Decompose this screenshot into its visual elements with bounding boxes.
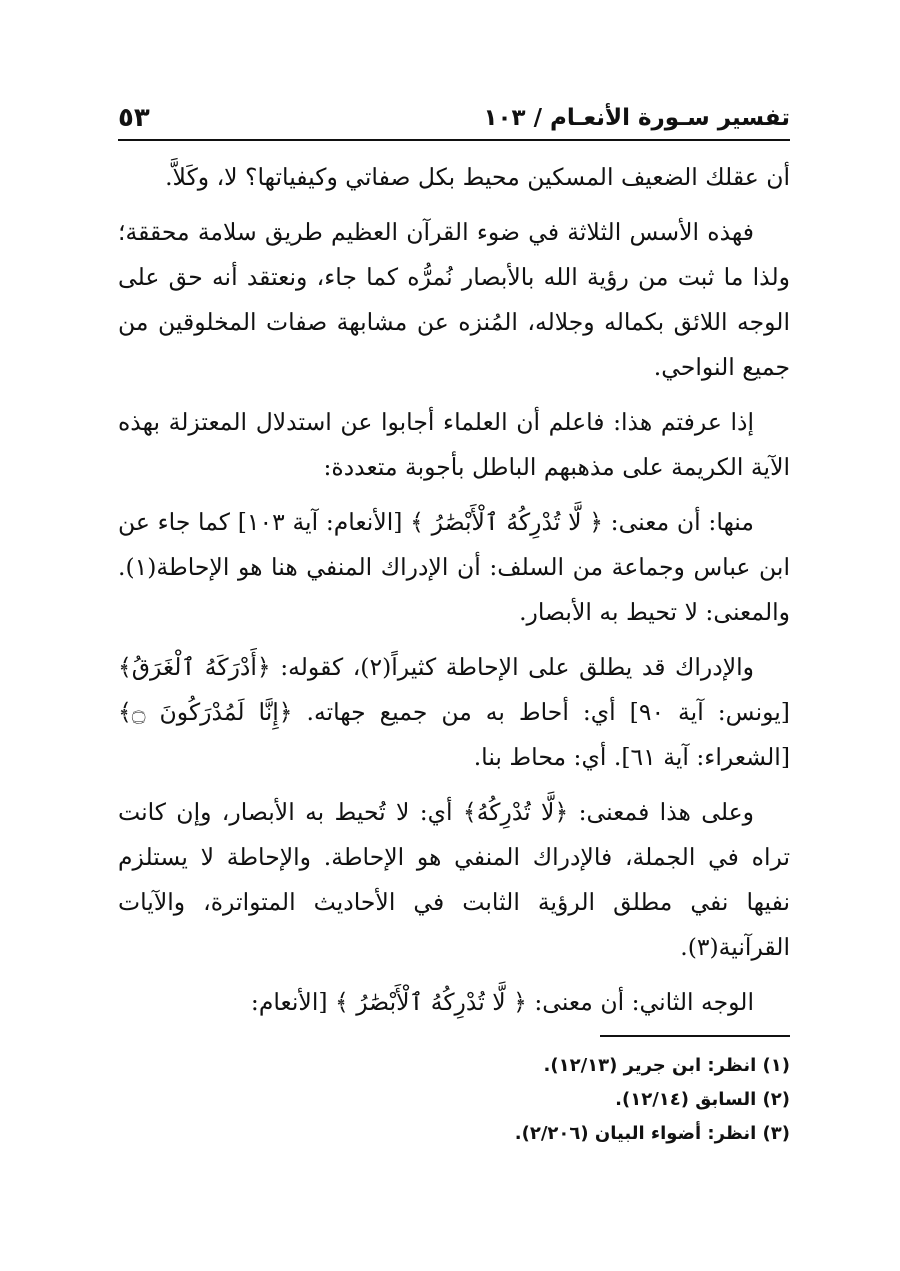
footnote-1: (١) انظر: ابن جرير (١٢/١٣).: [543, 1055, 790, 1076]
paragraph-4: منها: أن معنى: ﴿ لَّا تُدْرِكُهُ ٱلْأَبْصَٰرُ ﴾ [الأنعام: آية ١٠٣] كما جاء عن ابن عباس وجماعة من السلف: أن الإدراك المنفي هنا هو الإحاطة(١). والمعنى: لا تحيط به الأبصار.: [118, 508, 790, 626]
book-page: [118, 95, 790, 1175]
paragraph-6: وعلى هذا فمعنى: ﴿لَّا تُدْرِكُهُ﴾ أي: لا تُحيط به الأبصار، وإن كانت تراه في الجملة، فالإدراك المنفي هو الإحاطة. والإحاطة لا يستلزم نفيها نفي مطلق الرؤية الثابت في الأحاديث المتواترة، والآيات القرآنية(٣).: [118, 798, 790, 961]
paragraph-3: إذا عرفتم هذا: فاعلم أن العلماء أجابوا عن استدلال المعتزلة بهذه الآية الكريمة على مذهبهم الباطل بأجوبة متعددة:: [118, 408, 790, 481]
paragraph-5: والإدراك قد يطلق على الإحاطة كثيراً(٢)، كقوله: ﴿أَدْرَكَهُ ٱلْغَرَقُ﴾ [يونس: آية ٩٠] أي: أحاط به من جميع جهاته. ﴿إِنَّا لَمُدْرَكُونَ ۝﴾ [الشعراء: آية ٦١]. أي: محاط بنا.: [118, 653, 790, 771]
page-body: [118, 155, 790, 1025]
paragraph-1: أن عقلك الضعيف المسكين محيط بكل صفاتي وكيفياتها؟ لا، وكَلاَّ.: [165, 163, 790, 191]
footnote-2: (٢) السابق (١٢/١٤).: [615, 1089, 790, 1110]
footnote-3: (٣) انظر: أضواء البيان (٢/٢٠٦).: [514, 1123, 790, 1144]
paragraph-7: الوجه الثاني: أن معنى: ﴿ لَّا تُدْرِكُهُ ٱلْأَبْصَٰرُ ﴾ [الأنعام:: [250, 988, 754, 1016]
page-header: [118, 95, 790, 141]
footnotes: [118, 1035, 790, 1151]
running-title: تفسير سـورة الأنعـام / ١٠٣: [483, 105, 790, 131]
paragraph-2: فهذه الأسس الثلاثة في ضوء القرآن العظيم طريق سلامة محققة؛ ولذا ما ثبت من رؤية الله بالأبصار نُمرُّه كما جاء، ونعتقد أنه حق على الوجه اللائق بكماله وجلاله، المُنزه عن مشابهة صفات المخلوقين من جميع النواحي.: [118, 218, 790, 381]
footnote-divider: [600, 1035, 790, 1037]
page-number: ٥٣: [118, 103, 150, 133]
